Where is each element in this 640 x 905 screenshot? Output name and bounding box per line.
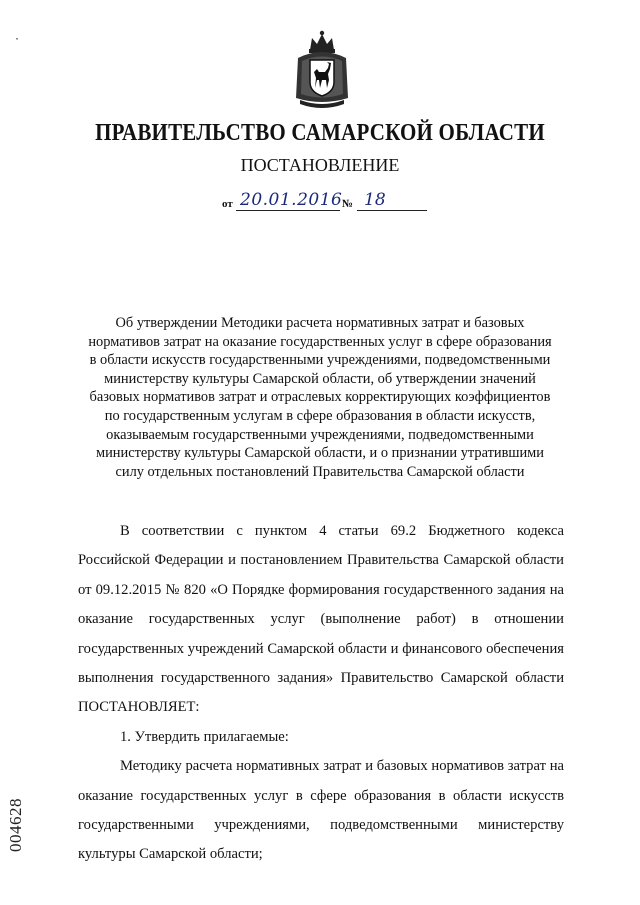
methodology-paragraph: Методику расчета нормативных затрат и базовых нормативов затрат на оказание государственных услуг в сфере образования в области искусств государственными учреждениями, подведомственными министерству культуры Самарской области;: [78, 758, 564, 863]
handwritten-date: 20.01.2016: [240, 190, 343, 210]
date-number-line: [222, 190, 442, 214]
subject-line: нормативов затрат на оказание государственных услуг в сфере образования: [88, 333, 552, 350]
registration-number: 004628: [6, 798, 25, 852]
subject-line: Об утверждении Методики расчета нормативных затрат и базовых: [115, 315, 525, 331]
number-underline: [357, 210, 427, 211]
document-body: [78, 517, 564, 870]
preamble-paragraph: В соответствии с пунктом 4 статьи 69.2 Бюджетного кодекса Российской Федерации и постановлением Правительства Самарской области от 09.12.2015 № 820 «О Порядке формирования государственного задания на оказание государственных услуг (выполнение работ) в отношении государственных учреждений Самарской области и финансового обеспечения выполнения государственного задания» Правительство Самарской области ПОСТАНОВЛЯЕТ:: [78, 523, 564, 716]
document-subject: [60, 314, 580, 481]
document-type: ПОСТАНОВЛЕНИЕ: [240, 155, 400, 175]
subject-line: базовых нормативов затрат и отраслевых корректирующих коэффициентов: [89, 389, 551, 406]
government-title: ПРАВИТЕЛЬСТВО САМАРСКОЙ ОБЛАСТИ: [95, 118, 545, 146]
subject-line: в области искусств государственными учреждениями, подведомственными: [89, 352, 551, 369]
date-prefix: от: [222, 198, 233, 210]
subject-line: министерству культуры Самарской области, и о признании утратившими: [96, 445, 544, 462]
date-underline: [236, 210, 340, 211]
subject-line: силу отдельных постановлений Правительства Самарской области: [115, 463, 525, 480]
subject-line: по государственным услугам в сфере образования в области искусств,: [104, 407, 536, 424]
subject-line: оказываемым государственными учреждениями, подведомственными: [106, 426, 534, 443]
samara-coat-of-arms-icon: [292, 28, 352, 108]
handwritten-number: 18: [364, 190, 386, 210]
subject-line: министерству культуры Самарской области, об утверждении значений: [104, 370, 536, 387]
number-label: №: [342, 198, 354, 210]
scan-mark: ·: [14, 34, 21, 45]
item-1: 1. Утвердить прилагаемые:: [120, 728, 289, 745]
